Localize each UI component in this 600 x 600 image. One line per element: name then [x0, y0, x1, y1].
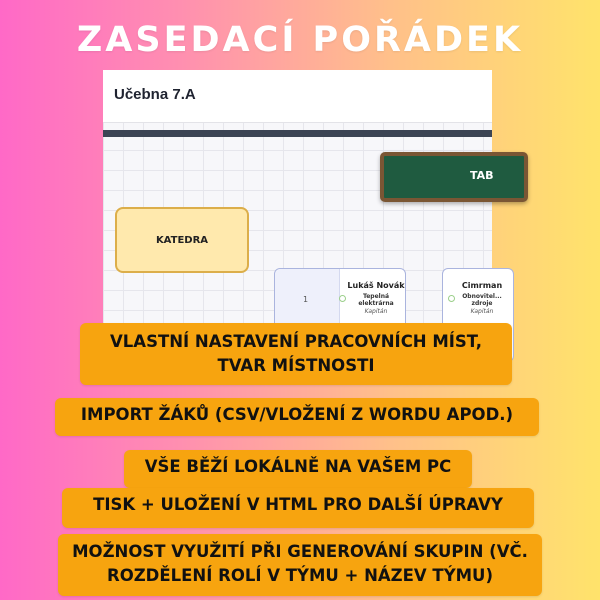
teacher-desk-label: KATEDRA — [155, 234, 209, 246]
feature-local: VŠE BĚŽÍ LOKÁLNĚ NA VAŠEM PC — [124, 450, 472, 488]
app-screenshot — [103, 70, 503, 355]
status-dot-icon — [448, 295, 455, 302]
room-header — [103, 70, 492, 123]
team-name: Obnovitel... zdroje — [462, 293, 502, 307]
student-role: Kapitán — [470, 308, 494, 315]
student-role: Kapitán — [364, 308, 388, 315]
blackboard[interactable] — [380, 152, 528, 202]
page-title: ZASEDACÍ POŘÁDEK — [76, 20, 524, 60]
team-name: Tepelná elektrárna — [358, 293, 394, 307]
teacher-desk[interactable] — [115, 207, 249, 273]
wall-bar — [103, 130, 492, 137]
room-name: Učebna 7.A — [114, 86, 196, 103]
seat-number: 1 — [303, 295, 309, 304]
feature-print-save: TISK + ULOŽENÍ V HTML PRO DALŠÍ ÚPRAVY — [62, 488, 534, 528]
student-name: Cimrman — [461, 281, 503, 290]
feature-groups: MOŽNOST VYUŽITÍ PŘI GENEROVÁNÍ SKUPIN (VČ. ROZDĚLENÍ ROLÍ V TÝMU + NÁZEV TÝMU) — [58, 534, 542, 596]
blackboard-label: TAB — [470, 169, 494, 182]
status-dot-icon — [339, 295, 346, 302]
student-name: Lukáš Novák — [347, 281, 405, 290]
feature-import: IMPORT ŽÁKŮ (CSV/VLOŽENÍ Z WORDU APOD.) — [55, 398, 539, 436]
feature-custom-layout: VLASTNÍ NASTAVENÍ PRACOVNÍCH MÍST, TVAR MÍSTNOSTI — [80, 323, 512, 385]
